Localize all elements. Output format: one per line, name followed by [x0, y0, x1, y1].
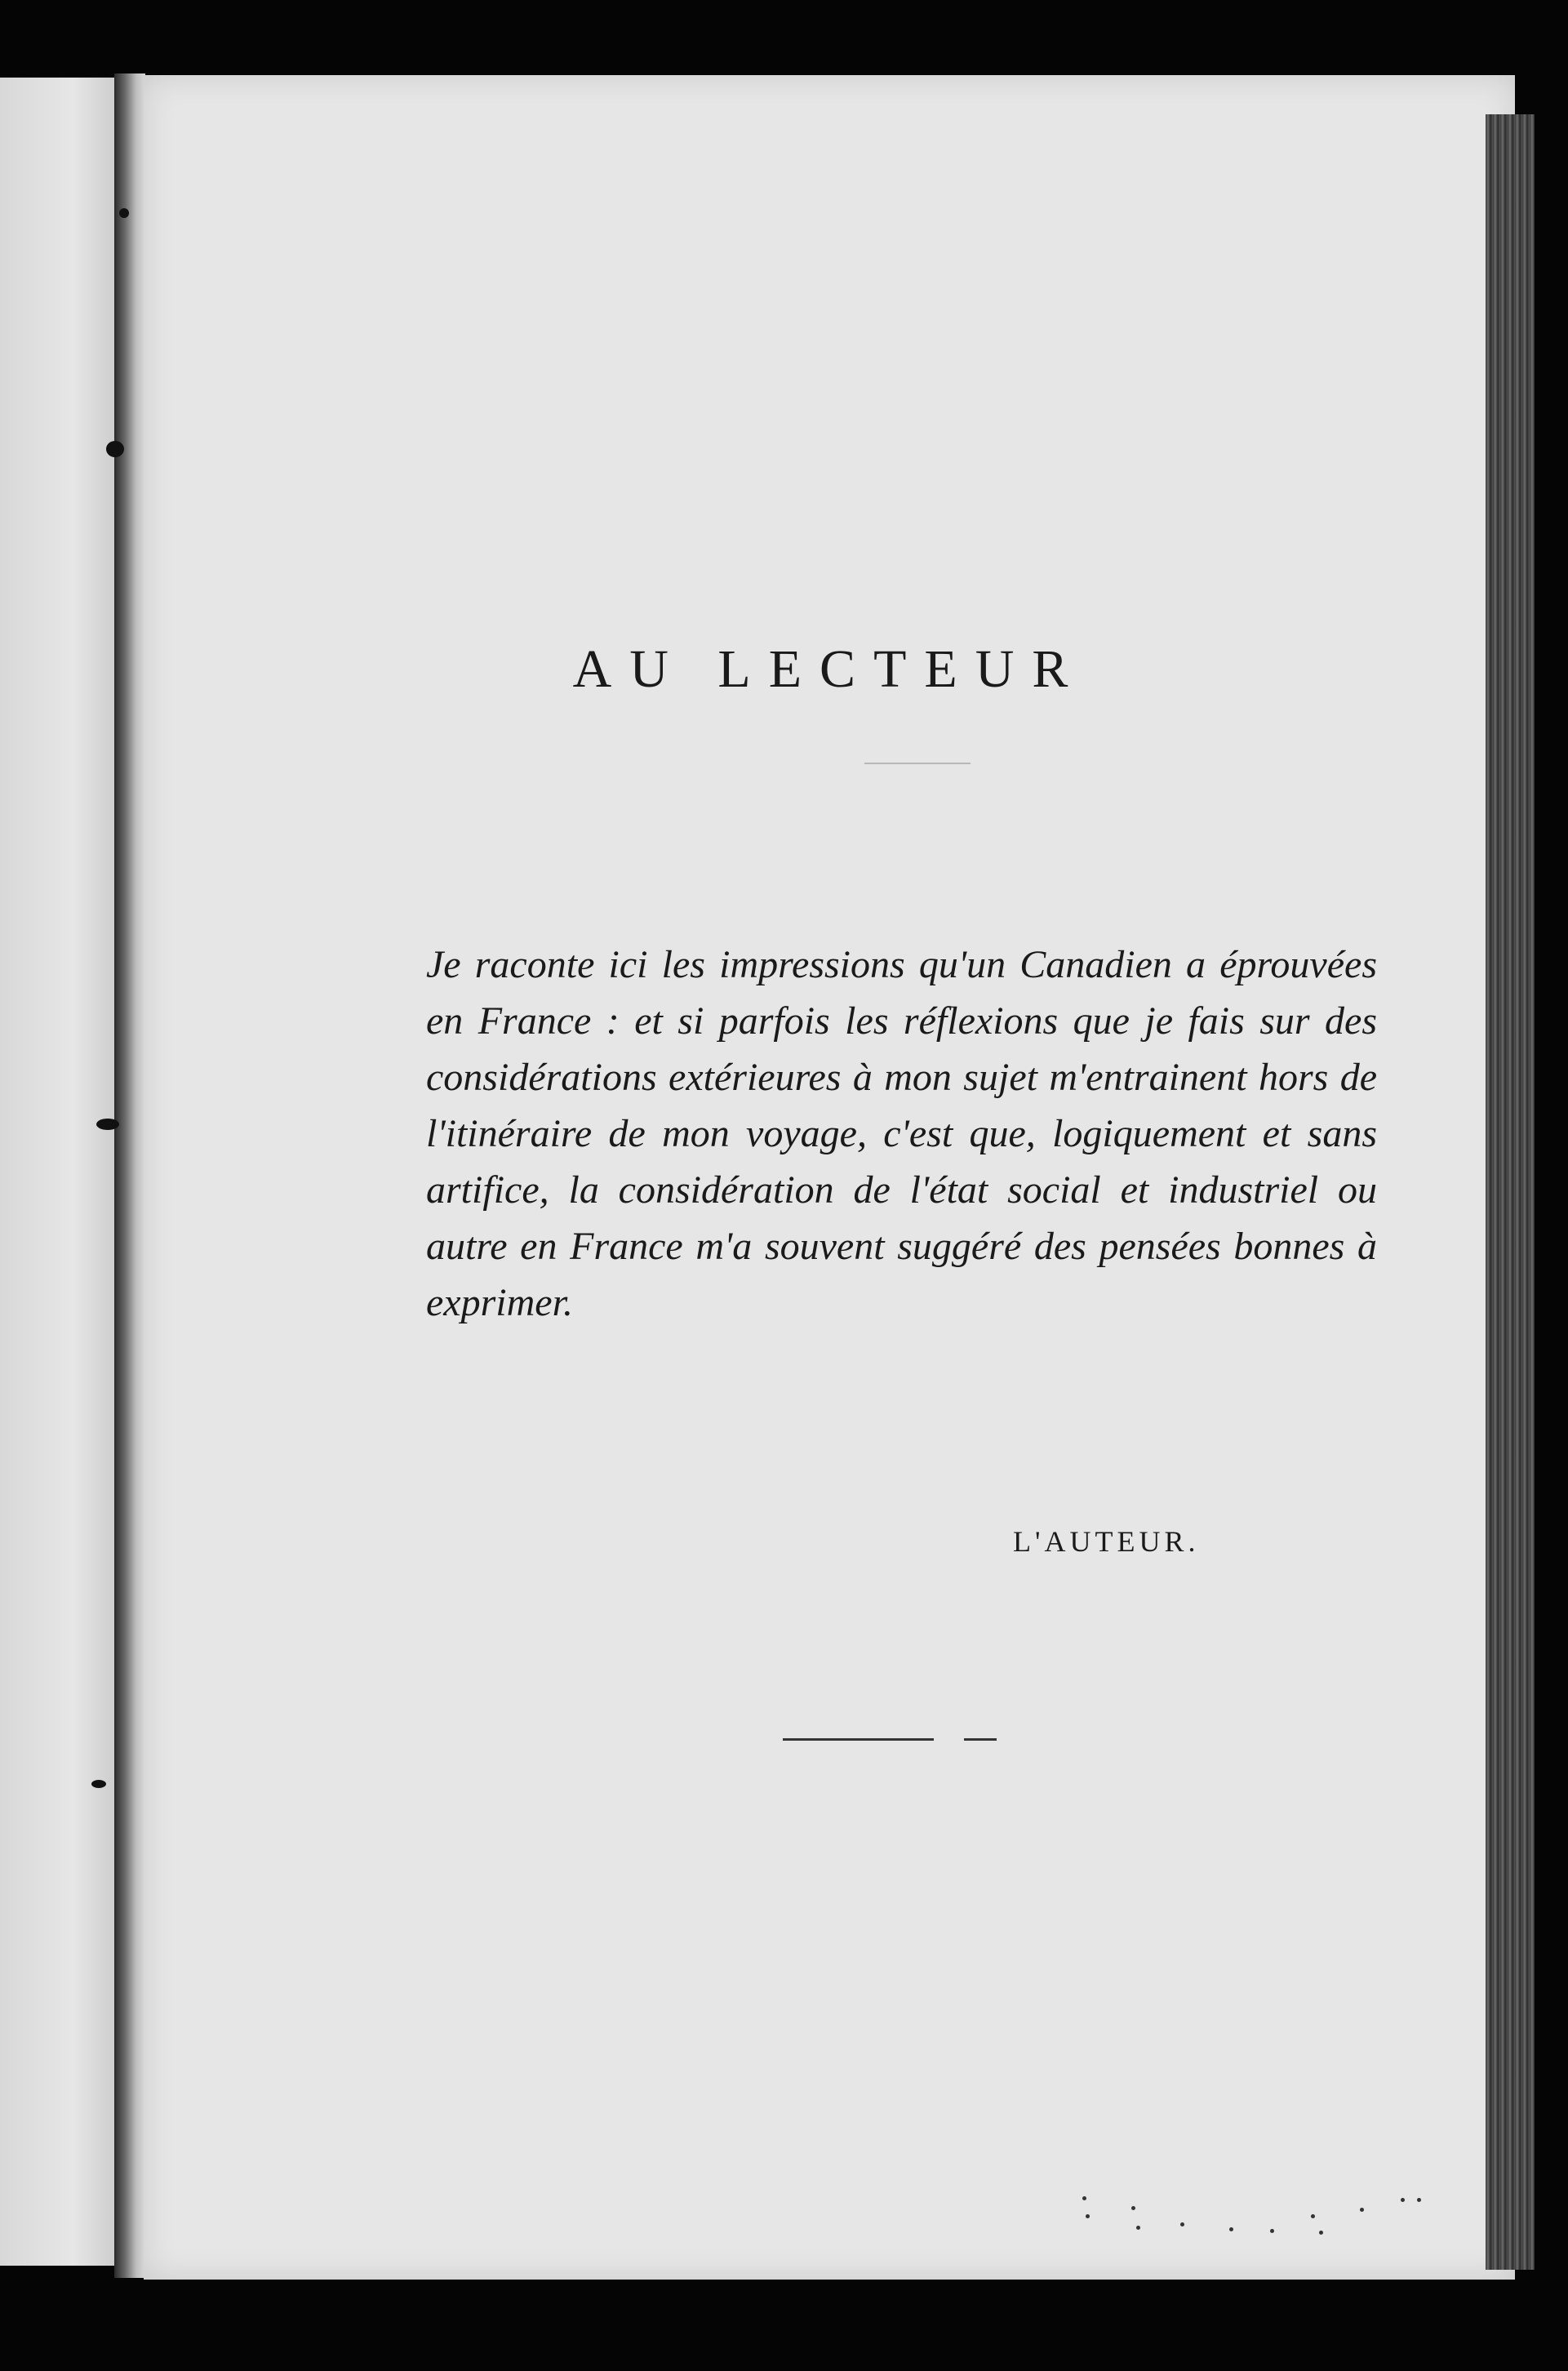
title-divider: [864, 763, 971, 764]
scan-speck: [91, 1780, 106, 1788]
scan-speck: [119, 208, 129, 218]
scan-speck: [96, 1119, 119, 1130]
page-edge-stack: [1486, 114, 1535, 2270]
page-title: AU LECTEUR: [572, 639, 1086, 699]
preface-text: Je raconte ici les impressions qu'un Canadien a éprouvées en France : et si parfois les réflexions que je fais sur des considérations extérieures à mon sujet m'entrainent hors de l'itinéraire de mon voyage, c'est que, logiquement et sans artifice, la considération de l'état social et industriel ou autre en France m'a souvent suggéré des pensées bonnes à exprimer.: [426, 943, 1377, 1324]
end-divider-short: [964, 1738, 997, 1741]
book-page: [144, 75, 1515, 2280]
book-gutter: [114, 73, 145, 2278]
scan-noise: [1074, 2190, 1433, 2247]
end-divider: [783, 1738, 934, 1741]
scan-speck: [106, 441, 124, 457]
facing-page-edge: [0, 78, 122, 2266]
author-signature: L'AUTEUR.: [1013, 1525, 1200, 1558]
